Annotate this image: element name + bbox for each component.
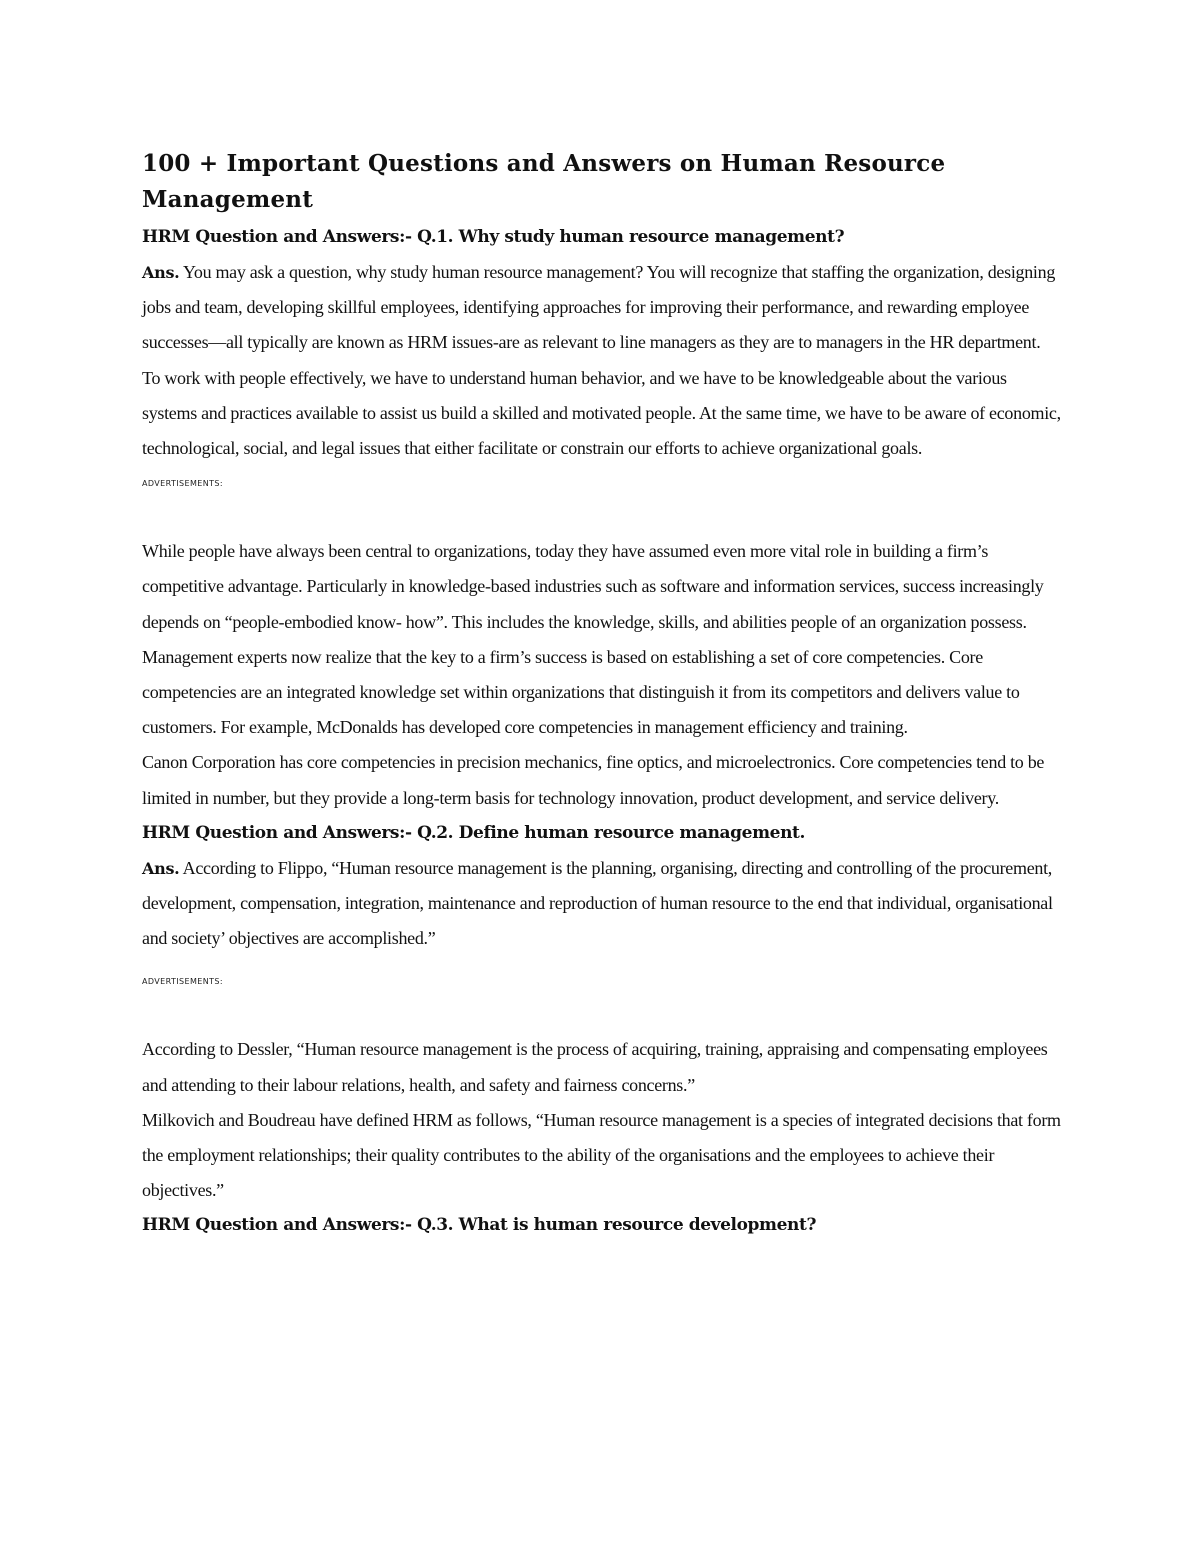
document-page [142,146,1062,1243]
question-1-answer-text: You may ask a question, why study human resource management? You will recognize that staffing the organization, designing jobs and team, developing skillful employees, identifying approaches for improving their performance, and rewarding employee successes—all typically are known as HRM issues-are as relevant to line managers as they are to managers in the HR department. [142,262,1056,353]
advertisements-label: ADVERTISEMENTS: [142,479,223,489]
question-1-answer [142,255,1062,361]
answer-label: Ans. [142,858,180,878]
question-1-paragraph-2: To work with people effectively, we have to understand human behavior, and we have to be knowledgeable about the various systems and practices available to assist us build a skilled and motivated people. At the same time, we have to be aware of economic, technological, social, and legal issues that either facilitate or constrain our efforts to achieve organizational goals. [142,367,1061,459]
question-2-paragraph-2: According to Dessler, “Human resource management is the process of acquiring, training, appraising and compensating employees and attending to their labour relations, health, and safety and fairness concerns.” [142,1039,1048,1095]
question-1-paragraph-5: Canon Corporation has core competencies in precision mechanics, fine optics, and microelectronics. Core competencies tend to be limited in number, but they provide a long-term basis for technology innovation, product development, and service delivery. [142,752,1045,808]
question-2-paragraph-3: Milkovich and Boudreau have defined HRM as follows, “Human resource management is a species of integrated decisions that form the employment relationships; their quality contributes to the ability of the organisations and the employees to achieve their objectives.” [142,1109,1061,1201]
question-3-heading: HRM Question and Answers:- Q.3. What is human resource development? [142,1215,817,1236]
advertisements-label: ADVERTISEMENTS: [142,977,223,987]
question-2-answer-text: According to Flippo, “Human resource management is the planning, organising, directing and controlling of the procurement, development, compensation, integration, maintenance and reproduction of human resource to the end that individual, organisational and society’ objectives are accomplished.” [142,857,1053,949]
question-2-answer [142,851,1062,957]
question-1-heading: HRM Question and Answers:- Q.1. Why study human resource management? [142,227,845,247]
question-1-paragraph-3: While people have always been central to organizations, today they have assumed even more vital role in building a firm’s competitive advantage. Particularly in knowledge-based industries such as software and information services, success increasingly depends on “people-embodied know- how”. This includes the knowledge, skills, and abilities people of an organization possess. [142,541,1044,632]
question-1-paragraph-4: Management experts now realize that the key to a firm’s success is based on establishing a set of core competencies. Core competencies are an integrated knowledge set within organizations that distinguish it from its competitors and delivers value to customers. For example, McDonalds has developed core competencies in management efficiency and training. [142,646,1020,738]
question-2-heading: HRM Question and Answers:- Q.2. Define human resource management. [142,822,806,843]
answer-label: Ans. [142,263,180,282]
page-title: 100 + Important Questions and Answers on Human Resource Management [142,150,946,213]
